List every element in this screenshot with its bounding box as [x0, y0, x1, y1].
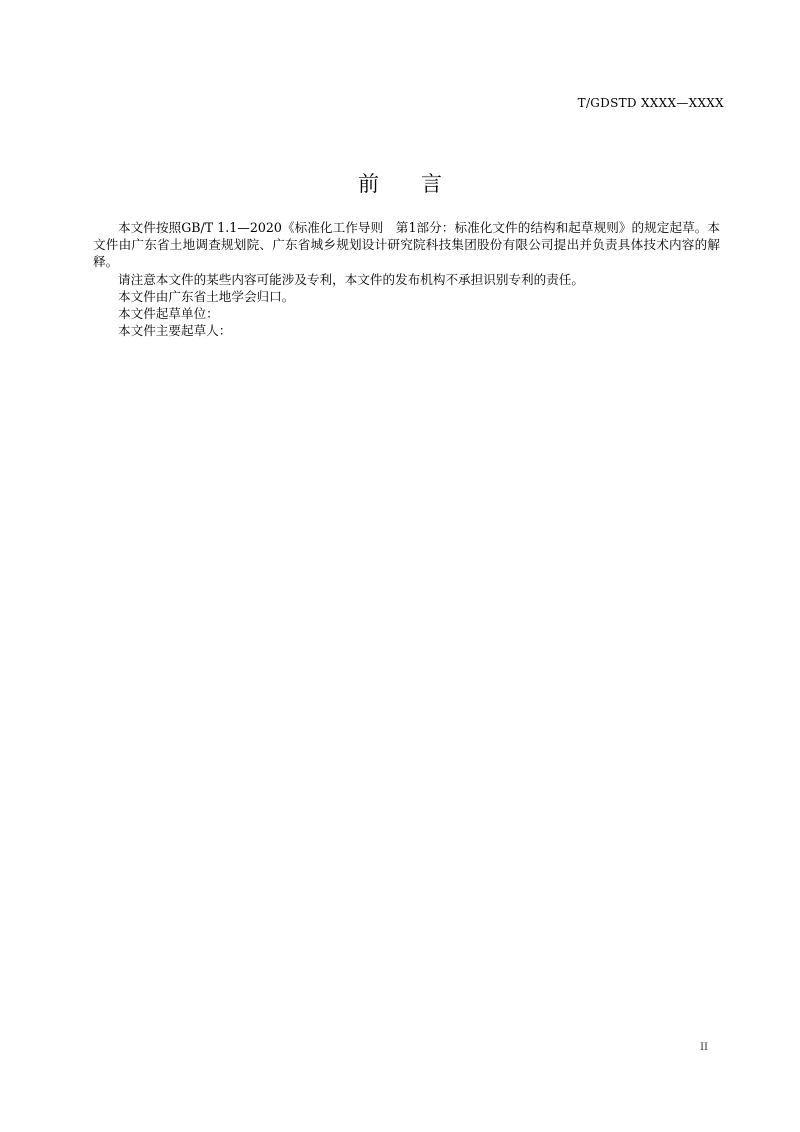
heading-char-2: 言 [421, 172, 442, 196]
paragraph-drafting-units: 本文件起草单位： [118, 306, 219, 322]
paragraph-responsible-body: 本文件由广东省土地学会归口。 [118, 288, 295, 304]
paragraph-drafting-basis: 本文件按照GB/T 1.1—2020《标准化工作导则 第1部分：标准化文件的结构和起草规则》的规定起草。本文件由广东省土地调查规划院、广东省城乡规划设计研究院科技集团股份有限公司提出并负责具体技术内容的解释。 [93, 220, 720, 270]
paragraph-main-drafters: 本文件主要起草人： [118, 323, 232, 339]
foreword-body [93, 219, 720, 339]
heading-char-1: 前 [358, 172, 379, 196]
document-code: T/GDSTD XXXX—XXXX [577, 96, 724, 110]
page-number: II [700, 1042, 708, 1053]
section-heading-foreword [0, 168, 800, 198]
paragraph-patent-notice: 请注意本文件的某些内容可能涉及专利，本文件的发布机构不承担识别专利的责任。 [118, 271, 584, 287]
